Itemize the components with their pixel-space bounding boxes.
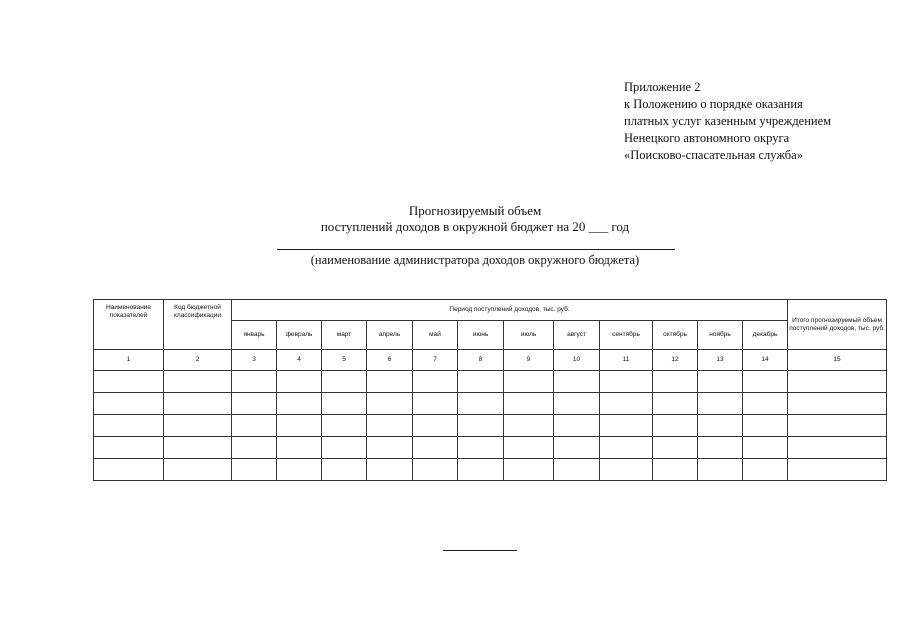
column-number: 14 <box>743 350 788 371</box>
header-period: Период поступлений доходов, тыс. руб. <box>232 300 788 321</box>
administrator-caption: (наименование администратора доходов окружного бюджета) <box>310 253 640 267</box>
table-row <box>94 437 887 459</box>
title-line-1: Прогнозируемый объем <box>408 203 542 218</box>
column-number: 2 <box>164 350 232 371</box>
end-of-document-line <box>443 550 517 551</box>
appendix-block <box>624 79 831 164</box>
header-total: Итого прогнозируемый объем поступлений доходов, тыс. руб. <box>788 300 887 350</box>
column-number: 9 <box>504 350 554 371</box>
header-month: август <box>554 321 600 350</box>
header-month: июль <box>504 321 554 350</box>
table-row <box>94 371 887 393</box>
column-number: 4 <box>277 350 322 371</box>
column-number: 6 <box>367 350 413 371</box>
header-month: июнь <box>458 321 504 350</box>
header-month: январь <box>232 321 277 350</box>
title-line-2: поступлений доходов в окружной бюджет на 20 ___ год <box>320 219 630 234</box>
revenue-forecast-table <box>93 299 887 481</box>
column-number: 15 <box>788 350 887 371</box>
header-budget-code: Код бюджетной классификации <box>164 300 232 350</box>
header-month: сентябрь <box>600 321 653 350</box>
header-month: март <box>322 321 367 350</box>
header-month: февраль <box>277 321 322 350</box>
table-row <box>94 415 887 437</box>
column-number: 5 <box>322 350 367 371</box>
header-month: апрель <box>367 321 413 350</box>
column-number: 13 <box>698 350 743 371</box>
appendix-line: к Положению о порядке оказания <box>624 97 803 111</box>
column-number: 12 <box>653 350 698 371</box>
header-month: ноябрь <box>698 321 743 350</box>
appendix-line: «Поисково-спасательная служба» <box>624 148 803 162</box>
appendix-line: Ненецкого автономного округа <box>624 131 790 145</box>
column-number: 11 <box>600 350 653 371</box>
column-number: 3 <box>232 350 277 371</box>
header-indicator-name: Наименование показателей <box>94 300 164 350</box>
table-row <box>94 459 887 481</box>
column-number: 10 <box>554 350 600 371</box>
column-number: 1 <box>94 350 164 371</box>
header-month: май <box>413 321 458 350</box>
administrator-name-line <box>277 249 675 250</box>
appendix-line: Приложение 2 <box>624 80 701 94</box>
document-title <box>230 203 720 235</box>
appendix-line: платных услуг казенным учреждением <box>624 114 832 128</box>
column-number: 8 <box>458 350 504 371</box>
table-row <box>94 393 887 415</box>
header-month: октябрь <box>653 321 698 350</box>
header-month: декабрь <box>743 321 788 350</box>
column-number: 7 <box>413 350 458 371</box>
